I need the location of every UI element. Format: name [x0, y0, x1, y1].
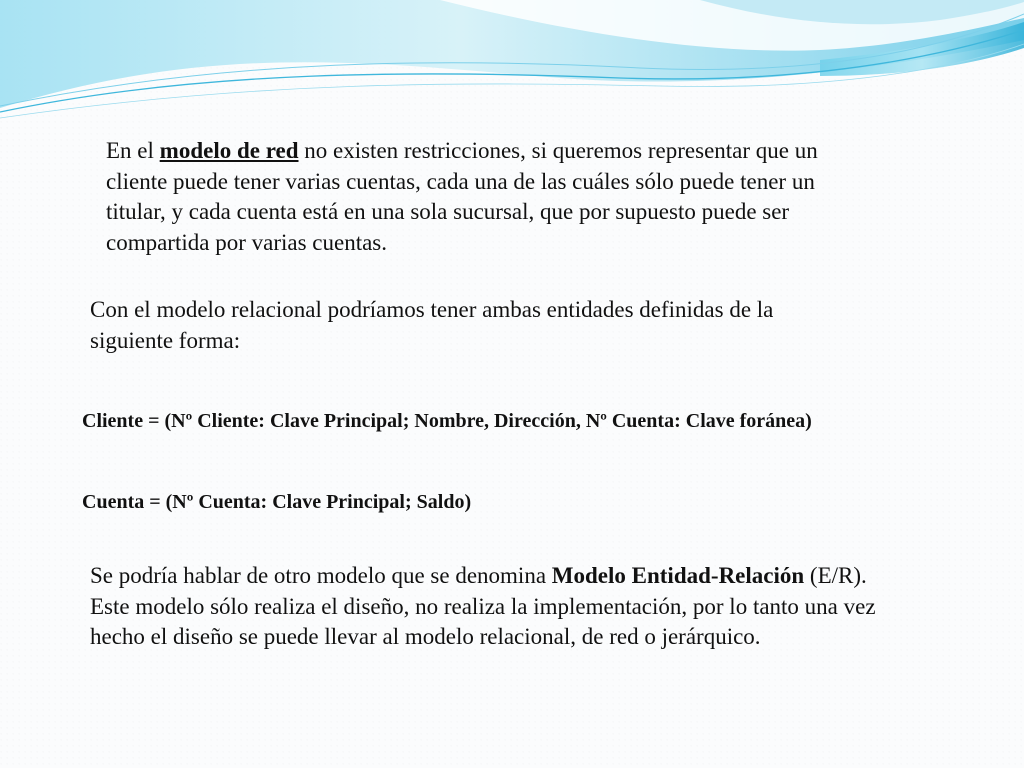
paragraph-relational-model: Con el modelo relacional podríamos tener ambas entidades definidas de la siguiente forma:	[90, 297, 774, 353]
paragraph-entity-relationship	[90, 561, 890, 653]
paragraph3-suffix: (E/R). Este modelo sólo realiza el diseño, no realiza la implementación, por lo tanto una vez hecho el diseño se puede llevar al modelo relacional, de red o jerárquico.	[90, 563, 876, 649]
paragraph3-prefix: Se podría hablar de otro modelo que se denomina	[90, 563, 552, 588]
decorative-wave-header	[0, 0, 1024, 130]
definition-cuenta: Cuenta = (Nº Cuenta: Clave Principal; Saldo)	[82, 491, 472, 513]
paragraph-network-model	[106, 136, 866, 258]
paragraph1-prefix: En el	[106, 138, 160, 163]
definition-cliente: Cliente = (Nº Cliente: Clave Principal; Nombre, Dirección, Nº Cuenta: Clave foránea)	[82, 410, 812, 432]
paragraph1-emphasis: modelo de red	[159, 138, 299, 163]
paragraph1-suffix: no existen restricciones, si queremos representar que un cliente puede tener varias cuentas, cada una de las cuáles sólo puede tener un titular, y cada cuenta está en una sola sucursal, que por supuesto puede ser compartida por varias cuentas.	[106, 138, 818, 255]
paragraph3-emphasis: Modelo Entidad-Relación	[551, 563, 805, 588]
